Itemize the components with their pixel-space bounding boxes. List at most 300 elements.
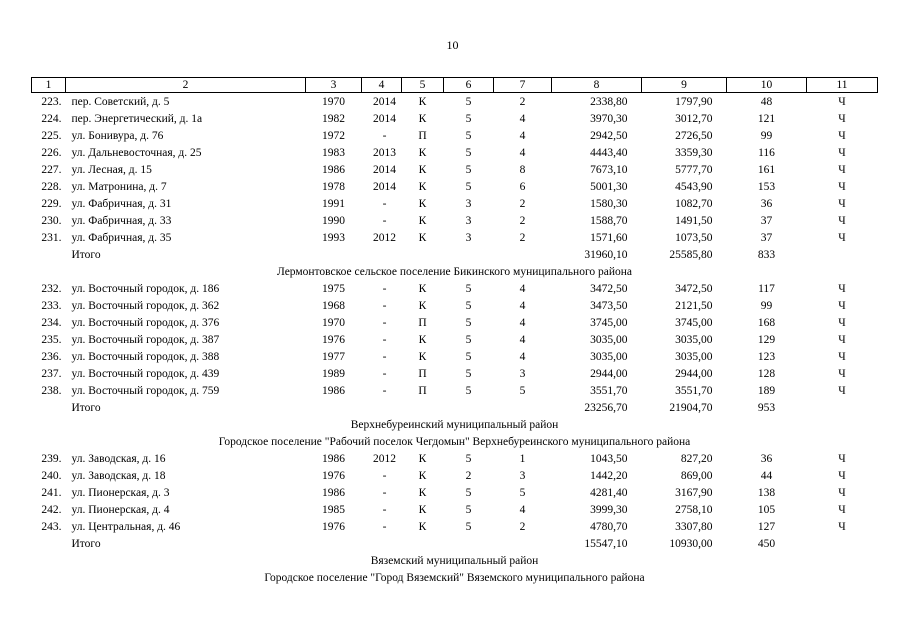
category: Ч <box>838 112 846 125</box>
year-repair: 2013 <box>373 146 396 159</box>
entrances: 4 <box>519 146 526 159</box>
area-living: 3167,90 <box>675 486 713 499</box>
total-area-total: 31960,10 <box>584 248 628 261</box>
residents: 117 <box>758 282 775 295</box>
total-area-living: 21904,70 <box>669 401 713 414</box>
column-header: 6 <box>444 78 494 93</box>
area-living: 2758,10 <box>675 503 713 516</box>
material: К <box>418 520 427 533</box>
area-total: 4281,40 <box>590 486 628 499</box>
area-total: 3551,70 <box>590 384 628 397</box>
address: ул. Восточный городок, д. 376 <box>71 316 220 329</box>
material: П <box>418 367 427 380</box>
material: К <box>418 452 427 465</box>
row-number: 232. <box>41 282 62 295</box>
residents: 99 <box>760 299 773 312</box>
year-repair: - <box>382 282 387 295</box>
entrances: 4 <box>519 112 526 125</box>
row-number: 236. <box>41 350 62 363</box>
material: К <box>418 282 427 295</box>
address: ул. Фабричная, д. 35 <box>71 231 172 244</box>
material: К <box>418 95 427 108</box>
entrances: 5 <box>519 486 526 499</box>
table-row <box>32 127 878 144</box>
empty-cell <box>807 535 878 552</box>
residents: 48 <box>760 95 773 108</box>
empty-cell <box>362 246 402 263</box>
material: К <box>418 299 427 312</box>
year-built: 1972 <box>322 129 345 142</box>
floors: 5 <box>465 316 472 329</box>
empty-cell <box>807 246 878 263</box>
row-number: 224. <box>41 112 62 125</box>
total-label: Итого <box>71 537 101 550</box>
total-area-total: 15547,10 <box>584 537 628 550</box>
category: Ч <box>838 452 846 465</box>
year-built: 1977 <box>322 350 345 363</box>
address: пер. Энергетический, д. 1а <box>71 112 203 125</box>
area-total: 4780,70 <box>590 520 628 533</box>
year-built: 1986 <box>322 452 345 465</box>
table-row <box>32 518 878 535</box>
area-total: 4443,40 <box>590 146 628 159</box>
floors: 5 <box>465 333 472 346</box>
row-number: 237. <box>41 367 62 380</box>
floors: 2 <box>465 469 472 482</box>
material: К <box>418 350 427 363</box>
area-living: 2944,00 <box>675 367 713 380</box>
housing-table <box>31 77 878 586</box>
material: К <box>418 197 427 210</box>
table-row <box>32 467 878 484</box>
year-repair: - <box>382 333 387 346</box>
floors: 5 <box>465 112 472 125</box>
category: Ч <box>838 299 846 312</box>
address: ул. Бонивура, д. 76 <box>71 129 164 142</box>
year-repair: 2014 <box>373 180 396 193</box>
material: К <box>418 146 427 159</box>
table-row <box>32 297 878 314</box>
year-built: 1976 <box>322 469 345 482</box>
entrances: 5 <box>519 384 526 397</box>
empty-cell <box>306 399 362 416</box>
residents: 105 <box>757 503 776 516</box>
table-row <box>32 144 878 161</box>
row-number: 240. <box>41 469 62 482</box>
address: ул. Восточный городок, д. 186 <box>71 282 220 295</box>
entrances: 6 <box>519 180 526 193</box>
total-label: Итого <box>71 248 101 261</box>
year-repair: 2014 <box>373 112 396 125</box>
empty-cell <box>402 246 444 263</box>
residents: 153 <box>757 180 776 193</box>
row-number: 228. <box>41 180 62 193</box>
area-living: 5777,70 <box>675 163 713 176</box>
area-living: 3035,00 <box>675 333 713 346</box>
year-built: 1976 <box>322 333 345 346</box>
category: Ч <box>838 333 846 346</box>
material: П <box>418 129 427 142</box>
empty-cell <box>32 399 66 416</box>
row-number: 223. <box>41 95 62 108</box>
material: П <box>418 384 427 397</box>
year-built: 1970 <box>322 316 345 329</box>
table-row <box>32 501 878 518</box>
total-row <box>32 246 878 263</box>
row-number: 233. <box>41 299 62 312</box>
total-row <box>32 535 878 552</box>
year-built: 1983 <box>322 146 345 159</box>
floors: 5 <box>465 520 472 533</box>
area-living: 1073,50 <box>675 231 713 244</box>
address: ул. Дальневосточная, д. 25 <box>71 146 202 159</box>
entrances: 3 <box>519 367 526 380</box>
year-repair: - <box>382 367 387 380</box>
residents: 121 <box>757 112 776 125</box>
area-total: 3472,50 <box>590 282 628 295</box>
address: ул. Восточный городок, д. 759 <box>71 384 220 397</box>
section-heading-row <box>32 263 878 280</box>
floors: 5 <box>465 282 472 295</box>
category: Ч <box>838 350 846 363</box>
table-row <box>32 212 878 229</box>
year-built: 1970 <box>322 95 345 108</box>
row-number: 227. <box>41 163 62 176</box>
area-total: 3035,00 <box>590 350 628 363</box>
table-row <box>32 484 878 501</box>
residents: 123 <box>757 350 776 363</box>
column-header: 9 <box>642 78 727 93</box>
category: Ч <box>838 146 846 159</box>
year-built: 1993 <box>322 231 345 244</box>
entrances: 4 <box>519 282 526 295</box>
address: ул. Заводская, д. 16 <box>71 452 166 465</box>
entrances: 8 <box>519 163 526 176</box>
material: К <box>418 163 427 176</box>
year-built: 1968 <box>322 299 345 312</box>
area-living: 827,20 <box>680 452 713 465</box>
address: пер. Советский, д. 5 <box>71 95 170 108</box>
area-living: 1491,50 <box>675 214 713 227</box>
table-row <box>32 195 878 212</box>
residents: 37 <box>760 231 773 244</box>
area-living: 3745,00 <box>675 316 713 329</box>
year-built: 1991 <box>322 197 345 210</box>
category: Ч <box>838 129 846 142</box>
entrances: 4 <box>519 333 526 346</box>
area-total: 7673,10 <box>590 163 628 176</box>
year-repair: - <box>382 197 387 210</box>
entrances: 2 <box>519 197 526 210</box>
entrances: 1 <box>519 452 526 465</box>
floors: 5 <box>465 452 472 465</box>
section-heading: Городское поселение "Рабочий поселок Чегдомын" Верхнебуреинского муниципального района <box>218 435 691 448</box>
year-built: 1976 <box>322 520 345 533</box>
year-built: 1986 <box>322 486 345 499</box>
area-total: 2944,00 <box>590 367 628 380</box>
floors: 3 <box>465 197 472 210</box>
row-number: 225. <box>41 129 62 142</box>
area-living: 2121,50 <box>675 299 713 312</box>
category: Ч <box>838 503 846 516</box>
category: Ч <box>838 282 846 295</box>
year-repair: 2014 <box>373 163 396 176</box>
entrances: 4 <box>519 299 526 312</box>
row-number: 231. <box>41 231 62 244</box>
column-header: 5 <box>402 78 444 93</box>
year-built: 1982 <box>322 112 345 125</box>
residents: 138 <box>757 486 776 499</box>
year-built: 1986 <box>322 384 345 397</box>
floors: 5 <box>465 299 472 312</box>
category: Ч <box>838 163 846 176</box>
column-header: 8 <box>552 78 642 93</box>
residents: 44 <box>760 469 773 482</box>
row-number: 235. <box>41 333 62 346</box>
address: ул. Пионерская, д. 4 <box>71 503 170 516</box>
year-built: 1990 <box>322 214 345 227</box>
empty-cell <box>402 535 444 552</box>
floors: 3 <box>465 214 472 227</box>
area-living: 3359,30 <box>675 146 713 159</box>
year-repair: - <box>382 299 387 312</box>
year-built: 1986 <box>322 163 345 176</box>
entrances: 3 <box>519 469 526 482</box>
year-repair: 2014 <box>373 95 396 108</box>
empty-cell <box>32 246 66 263</box>
area-total: 1571,60 <box>590 231 628 244</box>
empty-cell <box>306 246 362 263</box>
area-living: 3551,70 <box>675 384 713 397</box>
category: Ч <box>838 520 846 533</box>
material: К <box>418 469 427 482</box>
column-header: 2 <box>66 78 306 93</box>
row-number: 226. <box>41 146 62 159</box>
section-heading: Лермонтовское сельское поселение Бикинского муниципального района <box>276 265 633 278</box>
residents: 189 <box>757 384 776 397</box>
table-row <box>32 178 878 195</box>
row-number: 241. <box>41 486 62 499</box>
area-living: 3472,50 <box>675 282 713 295</box>
section-heading-row <box>32 416 878 433</box>
section-heading-row <box>32 552 878 569</box>
residents: 37 <box>760 214 773 227</box>
area-total: 3745,00 <box>590 316 628 329</box>
year-built: 1978 <box>322 180 345 193</box>
year-repair: - <box>382 129 387 142</box>
table-row <box>32 365 878 382</box>
residents: 161 <box>757 163 776 176</box>
residents: 36 <box>760 452 773 465</box>
address: ул. Восточный городок, д. 439 <box>71 367 220 380</box>
area-total: 2338,80 <box>590 95 628 108</box>
category: Ч <box>838 180 846 193</box>
address: ул. Восточный городок, д. 387 <box>71 333 220 346</box>
table-row <box>32 161 878 178</box>
material: К <box>418 333 427 346</box>
entrances: 4 <box>519 129 526 142</box>
residents: 116 <box>758 146 775 159</box>
table-row <box>32 314 878 331</box>
total-area-living: 10930,00 <box>669 537 713 550</box>
category: Ч <box>838 214 846 227</box>
floors: 5 <box>465 384 472 397</box>
section-heading: Вяземский муниципальный район <box>370 554 539 567</box>
year-repair: - <box>382 316 387 329</box>
area-total: 3473,50 <box>590 299 628 312</box>
floors: 5 <box>465 486 472 499</box>
category: Ч <box>838 469 846 482</box>
total-residents: 833 <box>757 248 776 261</box>
address: ул. Фабричная, д. 31 <box>71 197 172 210</box>
column-header: 7 <box>494 78 552 93</box>
year-repair: - <box>382 503 387 516</box>
empty-cell <box>494 399 552 416</box>
address: ул. Восточный городок, д. 362 <box>71 299 220 312</box>
column-header: 4 <box>362 78 402 93</box>
year-repair: 2012 <box>373 452 396 465</box>
material: К <box>418 214 427 227</box>
row-number: 243. <box>41 520 62 533</box>
area-total: 1588,70 <box>590 214 628 227</box>
area-total: 2942,50 <box>590 129 628 142</box>
year-repair: - <box>382 384 387 397</box>
year-built: 1989 <box>322 367 345 380</box>
row-number: 234. <box>41 316 62 329</box>
residents: 36 <box>760 197 773 210</box>
empty-cell <box>807 399 878 416</box>
material: П <box>418 316 427 329</box>
row-number: 229. <box>41 197 62 210</box>
area-total: 1580,30 <box>590 197 628 210</box>
total-residents: 450 <box>757 537 776 550</box>
category: Ч <box>838 197 846 210</box>
category: Ч <box>838 367 846 380</box>
address: ул. Пионерская, д. 3 <box>71 486 170 499</box>
address: ул. Восточный городок, д. 388 <box>71 350 220 363</box>
address: ул. Фабричная, д. 33 <box>71 214 172 227</box>
empty-cell <box>444 535 494 552</box>
residents: 168 <box>757 316 776 329</box>
area-living: 1082,70 <box>675 197 713 210</box>
row-number: 239. <box>41 452 62 465</box>
entrances: 4 <box>519 350 526 363</box>
residents: 127 <box>757 520 776 533</box>
empty-cell <box>494 246 552 263</box>
total-label: Итого <box>71 401 101 414</box>
entrances: 2 <box>519 95 526 108</box>
area-living: 869,00 <box>680 469 713 482</box>
area-total: 1043,50 <box>590 452 628 465</box>
table-row <box>32 382 878 399</box>
year-repair: - <box>382 469 387 482</box>
total-area-total: 23256,70 <box>584 401 628 414</box>
floors: 5 <box>465 163 472 176</box>
column-header: 3 <box>306 78 362 93</box>
empty-cell <box>402 399 444 416</box>
residents: 128 <box>757 367 776 380</box>
table-row <box>32 93 878 111</box>
year-repair: - <box>382 486 387 499</box>
area-total: 5001,30 <box>590 180 628 193</box>
entrances: 2 <box>519 520 526 533</box>
empty-cell <box>444 246 494 263</box>
table-row <box>32 331 878 348</box>
address: ул. Лесная, д. 15 <box>71 163 152 176</box>
floors: 5 <box>465 146 472 159</box>
residents: 129 <box>757 333 776 346</box>
material: К <box>418 180 427 193</box>
entrances: 2 <box>519 231 526 244</box>
year-built: 1985 <box>322 503 345 516</box>
table-row <box>32 110 878 127</box>
section-heading-row <box>32 569 878 586</box>
total-row <box>32 399 878 416</box>
year-repair: - <box>382 350 387 363</box>
empty-cell <box>306 535 362 552</box>
column-header: 11 <box>807 78 878 93</box>
area-living: 4543,90 <box>675 180 713 193</box>
area-total: 3999,30 <box>590 503 628 516</box>
column-header: 10 <box>727 78 807 93</box>
table-body <box>32 78 878 587</box>
address: ул. Заводская, д. 18 <box>71 469 166 482</box>
area-total: 1442,20 <box>590 469 628 482</box>
area-living: 1797,90 <box>675 95 713 108</box>
entrances: 4 <box>519 316 526 329</box>
floors: 5 <box>465 95 472 108</box>
address: ул. Матронина, д. 7 <box>71 180 167 193</box>
year-repair: - <box>382 214 387 227</box>
category: Ч <box>838 316 846 329</box>
entrances: 4 <box>519 503 526 516</box>
material: К <box>418 503 427 516</box>
category: Ч <box>838 486 846 499</box>
table-row <box>32 348 878 365</box>
floors: 5 <box>465 129 472 142</box>
empty-cell <box>362 535 402 552</box>
material: К <box>418 231 427 244</box>
floors: 5 <box>465 180 472 193</box>
material: К <box>418 112 427 125</box>
empty-cell <box>444 399 494 416</box>
year-repair: - <box>382 520 387 533</box>
area-total: 3970,30 <box>590 112 628 125</box>
page-number: 10 <box>446 38 459 52</box>
material: К <box>418 486 427 499</box>
address: ул. Центральная, д. 46 <box>71 520 181 533</box>
table-row <box>32 450 878 467</box>
section-heading: Городское поселение "Город Вяземский" Вяземского муниципального района <box>264 571 645 584</box>
table-row <box>32 280 878 297</box>
category: Ч <box>838 95 846 108</box>
year-built: 1975 <box>322 282 345 295</box>
row-number: 242. <box>41 503 62 516</box>
floors: 5 <box>465 367 472 380</box>
category: Ч <box>838 384 846 397</box>
section-heading-row <box>32 433 878 450</box>
section-heading: Верхнебуреинский муниципальный район <box>350 418 559 431</box>
floors: 5 <box>465 503 472 516</box>
empty-cell <box>32 535 66 552</box>
column-header: 1 <box>32 78 66 93</box>
table-header-row <box>32 78 878 93</box>
area-living: 2726,50 <box>675 129 713 142</box>
entrances: 2 <box>519 214 526 227</box>
row-number: 238. <box>41 384 62 397</box>
category: Ч <box>838 231 846 244</box>
residents: 99 <box>760 129 773 142</box>
